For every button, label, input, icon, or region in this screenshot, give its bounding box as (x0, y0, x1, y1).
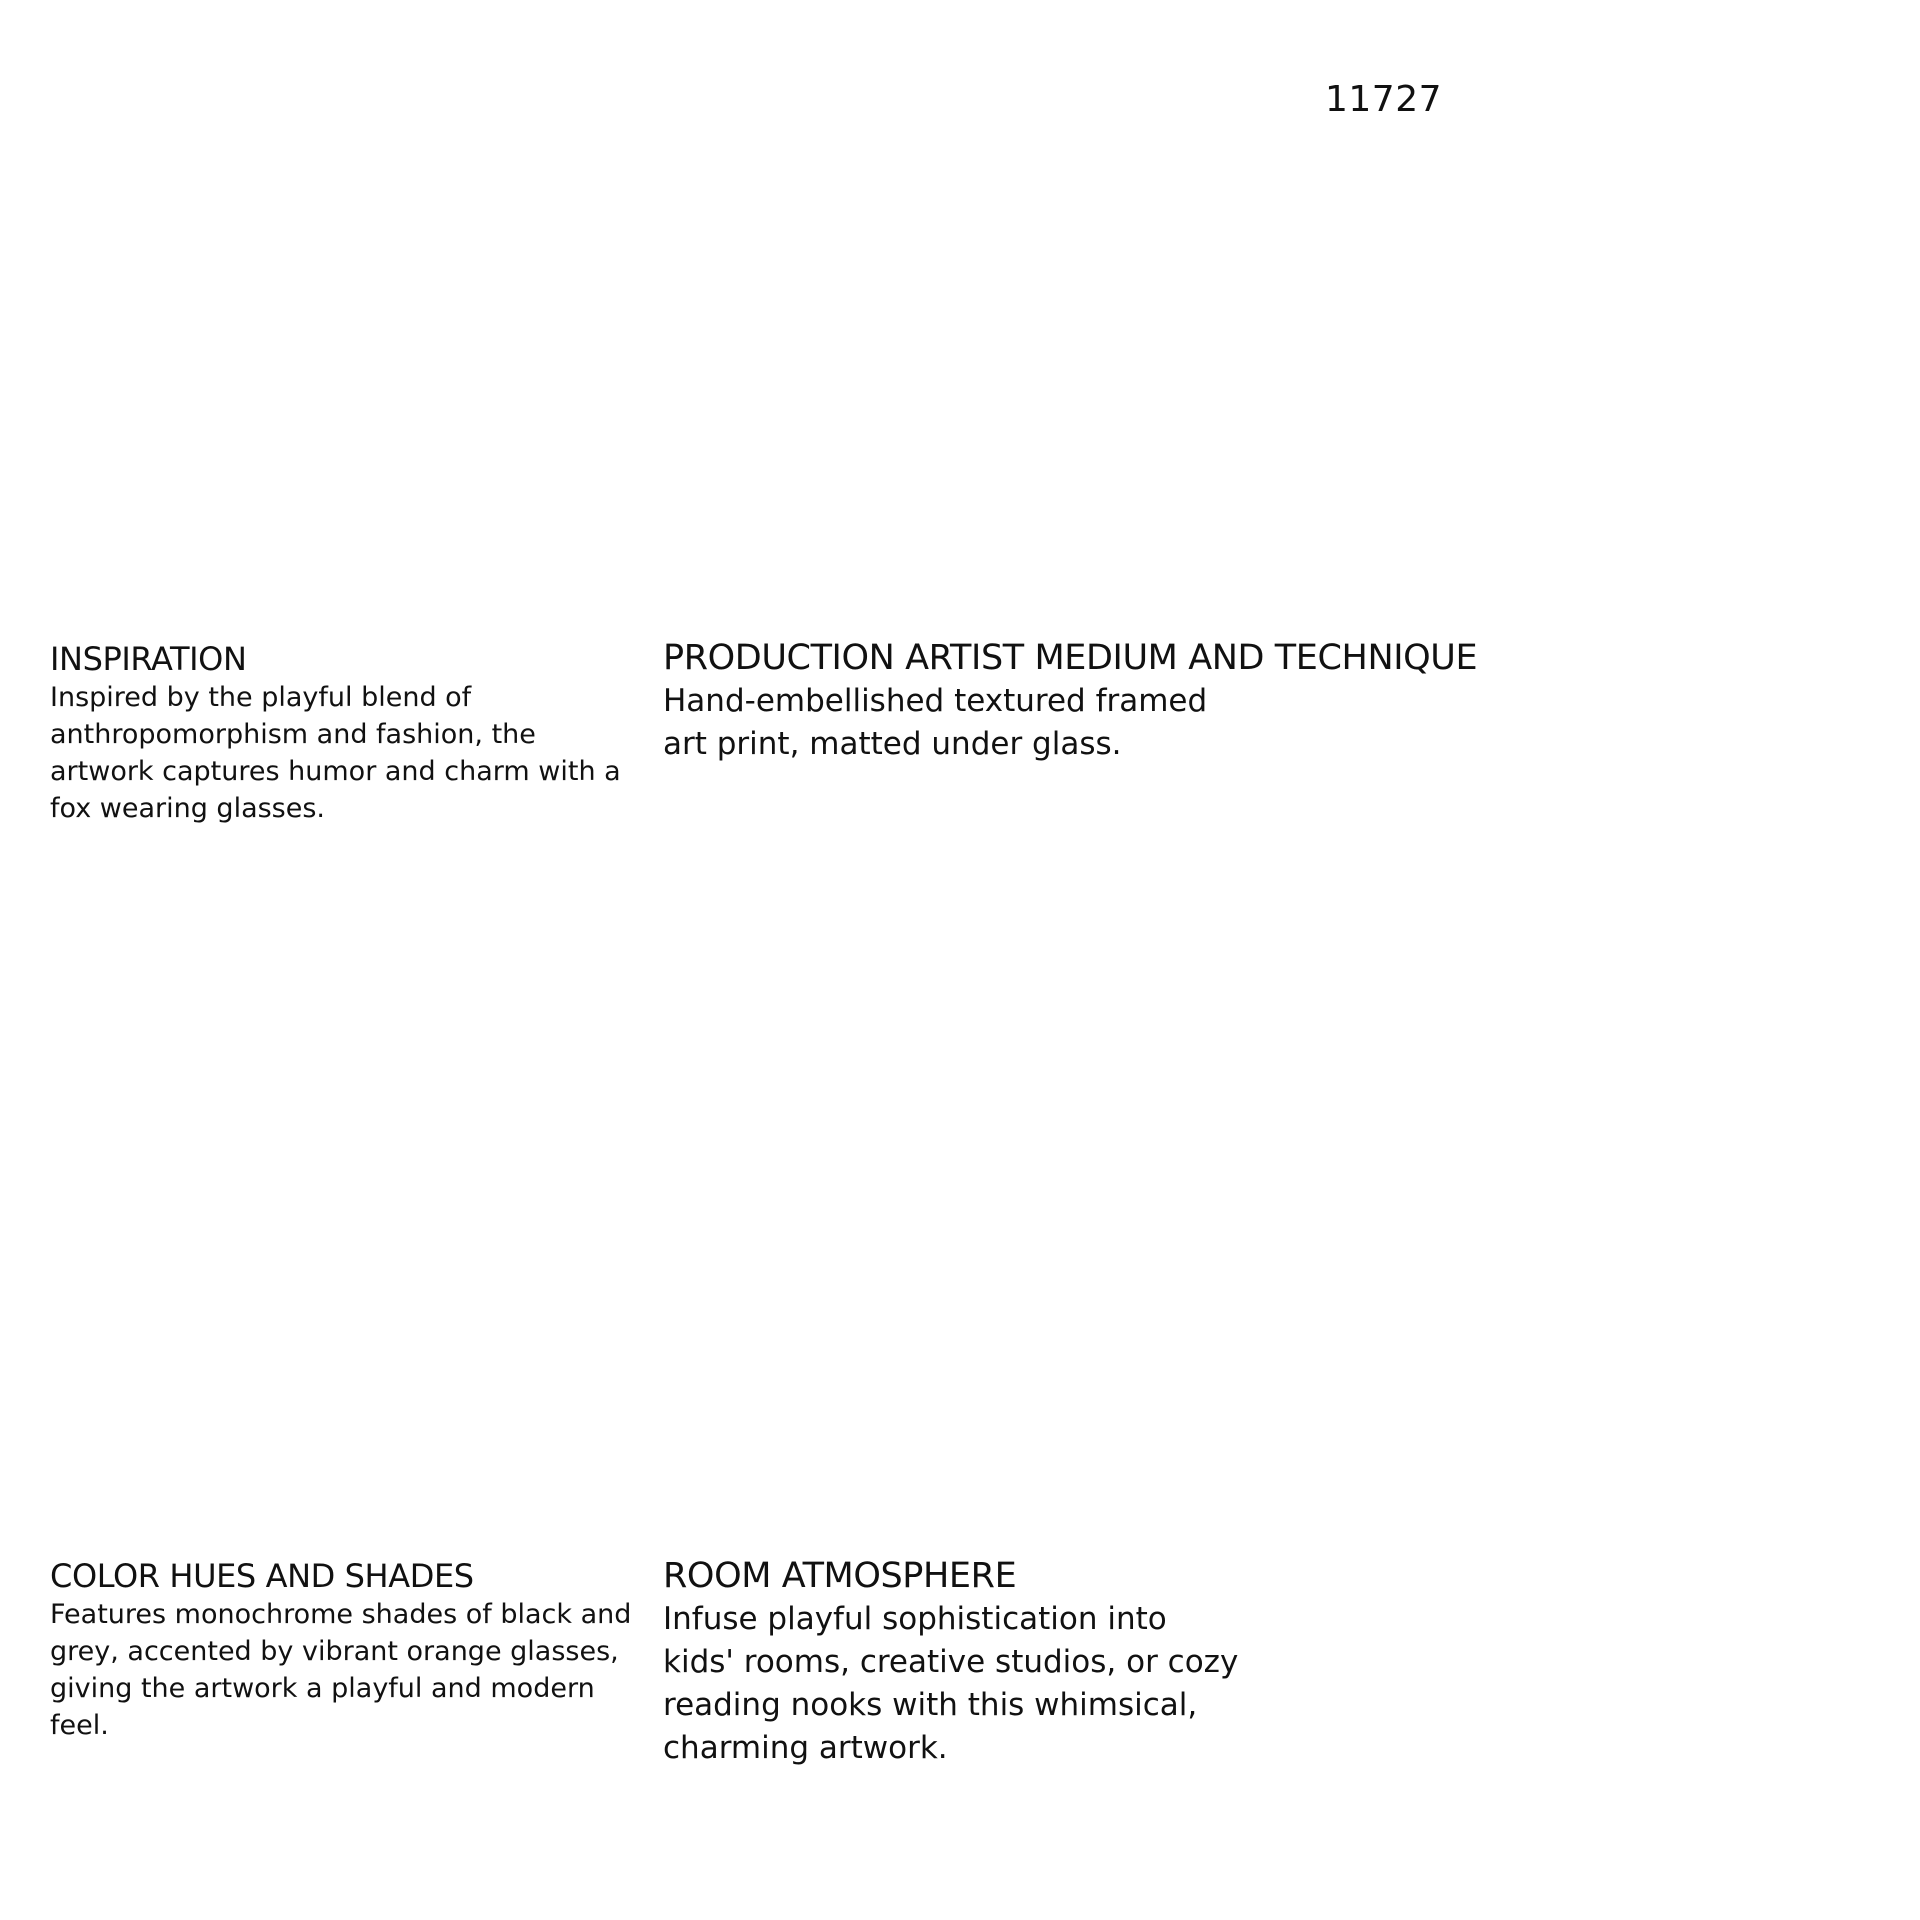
inspiration-heading: INSPIRATION (50, 640, 247, 678)
product-number: 11727 (1325, 79, 1443, 120)
production-heading: PRODUCTION ARTIST MEDIUM AND TECHNIQUE (663, 638, 1478, 678)
room-atmosphere-section (663, 1554, 1263, 1770)
color-text: Features monochrome shades of black and grey, accented by vibrant orange glasses, giving the artwork a playful and modern feel. (50, 1599, 632, 1741)
inspiration-section (50, 639, 640, 827)
color-section (50, 1556, 640, 1744)
production-text: Hand-embellished textured framed art print, matted under glass. (663, 683, 1208, 762)
inspiration-text: Inspired by the playful blend of anthropomorphism and fashion, the artwork captures humor and charm with a fox wearing glasses. (50, 682, 621, 824)
room-atmosphere-text: Infuse playful sophistication into kids' rooms, creative studios, or cozy reading nooks with this whimsical, charming artwork. (663, 1601, 1239, 1766)
color-heading: COLOR HUES AND SHADES (50, 1557, 474, 1595)
production-section (663, 636, 1483, 766)
room-atmosphere-heading: ROOM ATMOSPHERE (663, 1556, 1017, 1596)
